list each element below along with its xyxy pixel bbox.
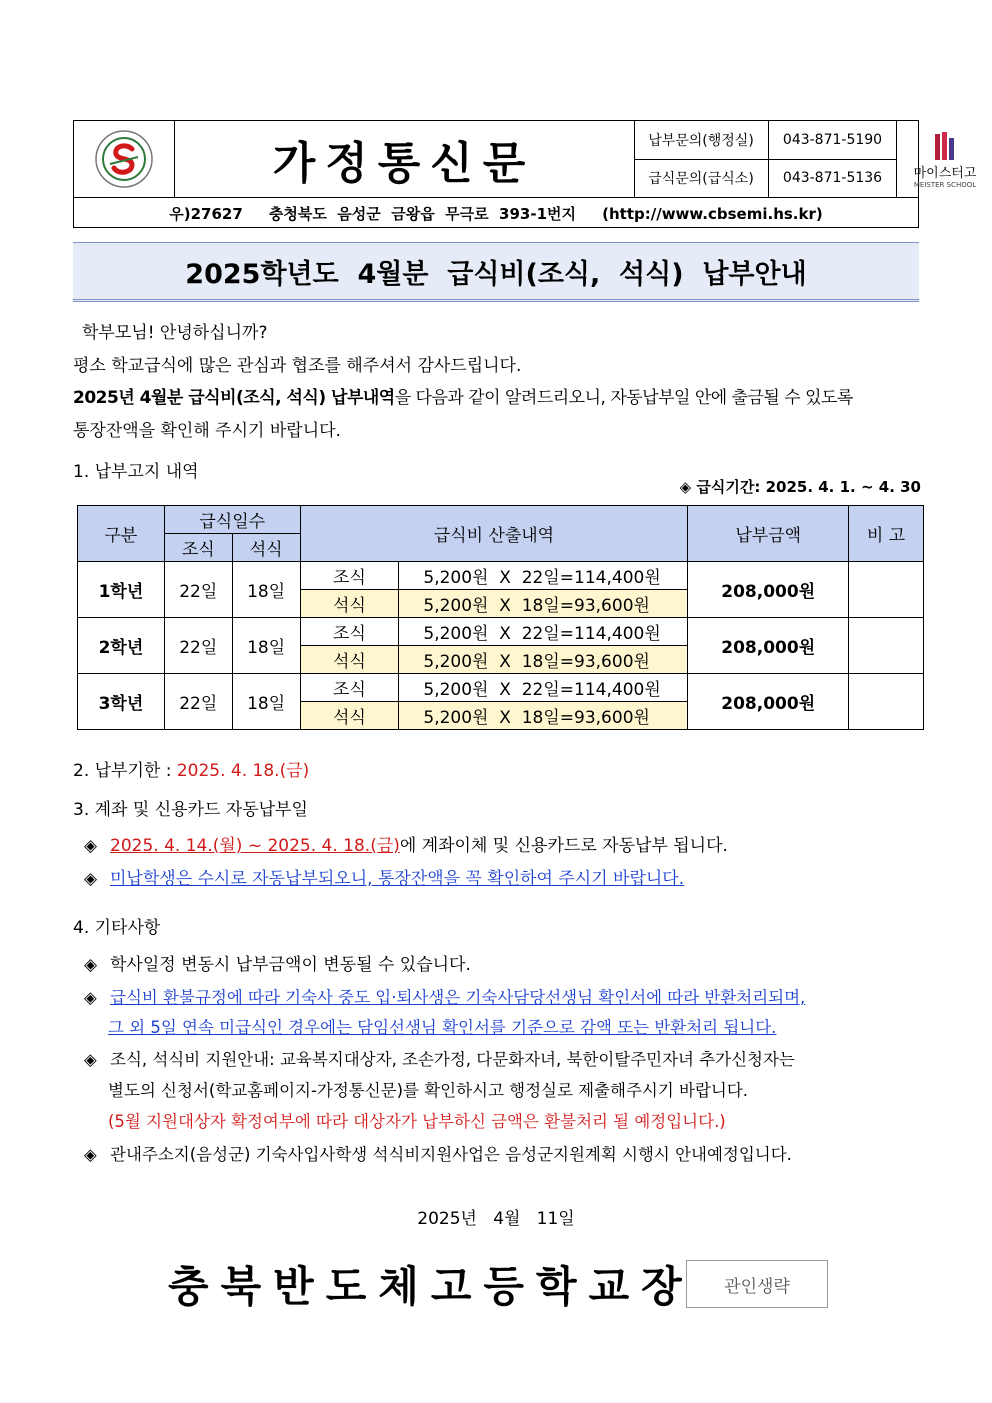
dinner-days: 18일 (232, 562, 300, 618)
autopay-text: 에 계좌이체 및 신용카드로 자동납부 됩니다. (399, 836, 728, 856)
contact-row (634, 121, 896, 160)
calc-cell: 5,200원 X 18일=93,600원 (399, 702, 688, 730)
school-logo (74, 121, 175, 197)
issue-date: 2025년 4월 11일 (417, 1209, 575, 1229)
calc-cell: 5,200원 X 22일=114,400원 (399, 618, 688, 646)
calc-cell: 5,200원 X 22일=114,400원 (399, 674, 688, 702)
principal-signature: 충북반도체고등학교장 (168, 1262, 694, 1311)
note-cell (849, 674, 924, 730)
diamond-bullet-icon: ◈ (84, 955, 98, 975)
note-cell (849, 562, 924, 618)
diamond-bullet-icon: ◈ (84, 1050, 97, 1069)
meister-icon (925, 130, 965, 162)
meal-label: 조식 (300, 674, 399, 702)
meister-name: 마이스터고 (913, 165, 977, 181)
calc-cell: 5,200원 X 18일=93,600원 (399, 590, 688, 618)
diamond-bullet-icon: ◈ (84, 1145, 97, 1164)
deadline-date: 2025. 4. 18.(금) (176, 761, 310, 781)
contact-row (634, 159, 896, 197)
table-row (78, 674, 924, 702)
table-row (78, 618, 924, 646)
header-category: 구분 (78, 506, 165, 562)
header-amount: 납부금액 (688, 506, 849, 562)
intro-line (73, 387, 919, 409)
list-item (84, 835, 728, 857)
calc-cell: 5,200원 X 22일=114,400원 (399, 562, 688, 590)
support-text: 조식, 석식비 지원안내: 교육복지대상자, 조손가정, 다문화자녀, 북한이탈주민자녀 추가신청자는 (110, 1050, 795, 1069)
main-title (73, 242, 919, 302)
amount-cell: 208,000원 (688, 618, 849, 674)
payment-deadline (73, 760, 309, 782)
meister-school-logo (896, 121, 992, 197)
calc-cell: 5,200원 X 18일=93,600원 (399, 646, 688, 674)
contact-label: 납부문의(행정실) (634, 121, 769, 159)
section-heading: 2. 납부기한 : (73, 761, 177, 781)
header-breakfast: 조식 (164, 534, 232, 562)
item-text: 학사일정 변동시 납부금액이 변동될 수 있습니다. (110, 955, 471, 975)
intro-rest: 을 다음과 같이 알려드리오니, 자동납부일 안에 출금될 수 있도록 (394, 388, 853, 408)
official-seal-omitted: 관인생략 (686, 1260, 828, 1308)
meal-label: 조식 (300, 618, 399, 646)
diamond-bullet-icon: ◈ (84, 988, 97, 1007)
dinner-days: 18일 (232, 618, 300, 674)
header-calc: 급식비 산출내역 (300, 506, 688, 562)
address-text: 우)27627 충청북도 음성군 금왕읍 무극로 393-1번지 (http://www.cbsemi.hs.kr) (169, 204, 823, 223)
item-text: 관내주소지(음성군) 기숙사입사학생 석식비지원사업은 음성군지원계획 시행시 안내예정입니다. (110, 1145, 792, 1164)
intro-line: 통장잔액을 확인해 주시기 바랍니다. (73, 421, 341, 441)
meal-label: 석식 (300, 590, 399, 618)
amount-cell: 208,000원 (688, 562, 849, 618)
support-text: 별도의 신청서(학교홈페이지-가정통신문)를 확인하시고 행정실로 제출해주시기 바랍니다. (108, 1081, 749, 1100)
list-item (84, 1144, 792, 1166)
refund-rule-text: 그 외 5일 연속 미급식인 경우에는 담임선생님 확인서를 기준으로 감액 또는 반환처리 됩니다. (108, 1018, 777, 1037)
intro-bold: 2025년 4월분 급식비(조식, 석식) 납부내역 (73, 388, 395, 408)
school-address (74, 197, 918, 228)
greeting: 학부모님! 안녕하십니까? (82, 323, 268, 343)
meal-period: ◈ 급식기간: 2025. 4. 1. ~ 4. 30 (679, 478, 921, 496)
note-cell (849, 618, 924, 674)
contact-number: 043-871-5136 (782, 170, 883, 186)
section-heading: 1. 납부고지 내역 (73, 462, 199, 482)
intro-line: 평소 학교급식에 많은 관심과 협조를 해주셔서 감사드립니다. (73, 356, 522, 376)
table-header-row (78, 506, 924, 534)
list-item (84, 1049, 795, 1071)
grade-cell: 1학년 (78, 562, 165, 618)
breakfast-days: 22일 (164, 618, 232, 674)
contact-label: 급식문의(급식소) (634, 159, 769, 197)
table-row (78, 562, 924, 590)
support-note: (5월 지원대상자 확정여부에 따라 대상자가 납부하신 금액은 환불처리 될 예정입니다.) (108, 1112, 726, 1131)
contact-number: 043-871-5190 (782, 132, 883, 148)
breakfast-days: 22일 (164, 674, 232, 730)
header-note: 비 고 (849, 506, 924, 562)
section-heading: 4. 기타사항 (73, 918, 161, 938)
diamond-bullet-icon: ◈ (84, 836, 98, 856)
meal-label: 석식 (300, 646, 399, 674)
main-title-text: 2025학년도 4월분 급식비(조식, 석식) 납부안내 (185, 258, 807, 290)
document-title: 가정통신문 (174, 121, 635, 197)
refund-rule-text: 급식비 환불규정에 따라 기숙사 중도 입·퇴사생은 기숙사담당선생님 확인서에 따라 반환처리되며, (110, 988, 806, 1007)
letterhead (73, 120, 977, 228)
meister-sub: MEISTER SCHOOL (913, 180, 977, 189)
meal-label: 조식 (300, 562, 399, 590)
list-item (84, 987, 805, 1009)
unpaid-notice: 미납학생은 수시로 자동납부되오니, 통장잔액을 꼭 확인하여 주시기 바랍니다. (110, 869, 685, 889)
diamond-bullet-icon: ◈ (84, 869, 98, 889)
meal-label: 석식 (300, 702, 399, 730)
amount-cell: 208,000원 (688, 674, 849, 730)
list-item (84, 954, 471, 976)
breakfast-days: 22일 (164, 562, 232, 618)
dinner-days: 18일 (232, 674, 300, 730)
list-item (84, 868, 684, 890)
grade-cell: 3학년 (78, 674, 165, 730)
fee-table (77, 505, 924, 730)
autopay-dates: 2025. 4. 14.(월) ~ 2025. 4. 18.(금) (110, 836, 400, 856)
section-heading: 3. 계좌 및 신용카드 자동납부일 (73, 800, 308, 820)
contact-box (634, 121, 896, 197)
header-days: 급식일수 (164, 506, 300, 534)
header-dinner: 석식 (232, 534, 300, 562)
grade-cell: 2학년 (78, 618, 165, 674)
